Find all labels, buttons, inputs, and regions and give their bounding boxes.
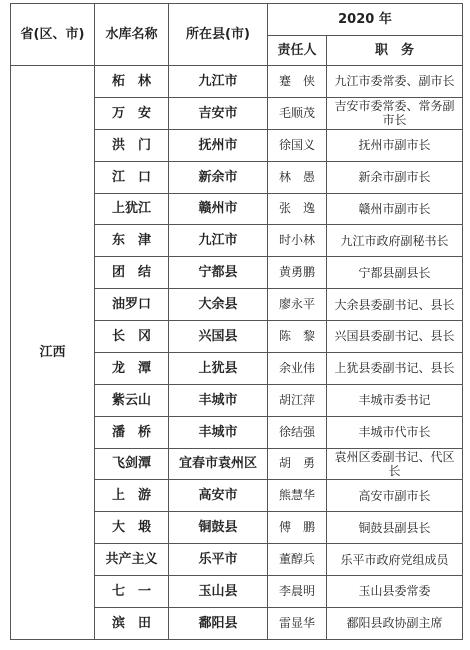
person-cell: 黄勇鹏	[268, 257, 327, 289]
reservoir-name-cell: 团 结	[95, 257, 169, 289]
header-year: 2020 年	[268, 4, 463, 36]
county-cell: 上犹县	[169, 352, 268, 384]
duty-cell: 上犹县委副书记、县长	[327, 352, 463, 384]
duty-cell: 吉安市委常委、常务副市长	[327, 97, 463, 129]
county-cell: 九江市	[169, 225, 268, 257]
county-cell: 吉安市	[169, 97, 268, 129]
person-cell: 时小林	[268, 225, 327, 257]
reservoir-name-cell: 大 塅	[95, 512, 169, 544]
reservoir-table	[10, 3, 463, 640]
duty-cell: 宁都县副县长	[327, 257, 463, 289]
person-cell: 张 逸	[268, 193, 327, 225]
county-cell: 新余市	[169, 161, 268, 193]
county-cell: 丰城市	[169, 416, 268, 448]
county-cell: 宜春市袁州区	[169, 448, 268, 480]
reservoir-name-cell: 东 津	[95, 225, 169, 257]
person-cell: 毛顺茂	[268, 97, 327, 129]
duty-cell: 抚州市副市长	[327, 129, 463, 161]
person-cell: 董醇兵	[268, 544, 327, 576]
person-cell: 徐结强	[268, 416, 327, 448]
duty-cell: 九江市政府副秘书长	[327, 225, 463, 257]
header-duty: 职 务	[327, 36, 463, 66]
county-cell: 赣州市	[169, 193, 268, 225]
duty-cell: 兴国县委副书记、县长	[327, 321, 463, 353]
person-cell: 李晨明	[268, 576, 327, 608]
header-province: 省(区、市)	[11, 4, 95, 66]
county-cell: 兴国县	[169, 321, 268, 353]
reservoir-name-cell: 飞剑潭	[95, 448, 169, 480]
reservoir-name-cell: 万 安	[95, 97, 169, 129]
person-cell: 雷显华	[268, 607, 327, 639]
duty-cell: 乐平市政府党组成员	[327, 544, 463, 576]
duty-cell: 九江市委常委、副市长	[327, 66, 463, 98]
duty-cell: 新余市副市长	[327, 161, 463, 193]
duty-cell: 铜鼓县副县长	[327, 512, 463, 544]
person-cell: 熊慧华	[268, 480, 327, 512]
county-cell: 宁都县	[169, 257, 268, 289]
reservoir-name-cell: 长 冈	[95, 321, 169, 353]
reservoir-name-cell: 七 一	[95, 576, 169, 608]
reservoir-name-cell: 共产主义	[95, 544, 169, 576]
reservoir-name-cell: 龙 潭	[95, 352, 169, 384]
person-cell: 蹇 侠	[268, 66, 327, 98]
reservoir-name-cell: 柘 林	[95, 66, 169, 98]
county-cell: 高安市	[169, 480, 268, 512]
duty-cell: 高安市副市长	[327, 480, 463, 512]
header-reservoir: 水库名称	[95, 4, 169, 66]
county-cell: 抚州市	[169, 129, 268, 161]
header-county: 所在县(市)	[169, 4, 268, 66]
province-cell: 江西	[11, 66, 95, 640]
county-cell: 鄱阳县	[169, 607, 268, 639]
duty-cell: 玉山县委常委	[327, 576, 463, 608]
county-cell: 玉山县	[169, 576, 268, 608]
header-person: 责任人	[268, 36, 327, 66]
reservoir-name-cell: 上 游	[95, 480, 169, 512]
county-cell: 大余县	[169, 289, 268, 321]
duty-cell: 鄱阳县政协副主席	[327, 607, 463, 639]
person-cell: 陈 黎	[268, 321, 327, 353]
duty-cell: 大余县委副书记、县长	[327, 289, 463, 321]
reservoir-name-cell: 江 口	[95, 161, 169, 193]
reservoir-name-cell: 紫云山	[95, 384, 169, 416]
duty-cell: 丰城市代市长	[327, 416, 463, 448]
reservoir-name-cell: 潘 桥	[95, 416, 169, 448]
county-cell: 丰城市	[169, 384, 268, 416]
county-cell: 铜鼓县	[169, 512, 268, 544]
duty-cell: 赣州市副市长	[327, 193, 463, 225]
table-row	[11, 66, 463, 98]
reservoir-name-cell: 油罗口	[95, 289, 169, 321]
person-cell: 徐国义	[268, 129, 327, 161]
duty-cell: 袁州区委副书记、代区长	[327, 448, 463, 480]
person-cell: 傅 鹏	[268, 512, 327, 544]
county-cell: 九江市	[169, 66, 268, 98]
person-cell: 林 愚	[268, 161, 327, 193]
reservoir-name-cell: 滨 田	[95, 607, 169, 639]
county-cell: 乐平市	[169, 544, 268, 576]
person-cell: 余业伟	[268, 352, 327, 384]
person-cell: 胡 勇	[268, 448, 327, 480]
duty-cell: 丰城市委书记	[327, 384, 463, 416]
table-body	[11, 66, 463, 640]
reservoir-name-cell: 上犹江	[95, 193, 169, 225]
person-cell: 廖永平	[268, 289, 327, 321]
person-cell: 胡江萍	[268, 384, 327, 416]
reservoir-name-cell: 洪 门	[95, 129, 169, 161]
